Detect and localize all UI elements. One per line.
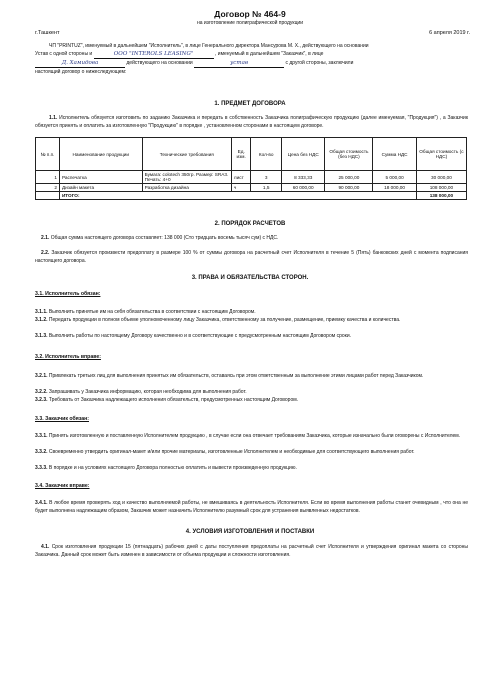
- contract-title: Договор № 464-9: [214, 9, 286, 19]
- subsection-3-3: 3.3. Заказчик обязан:: [35, 416, 89, 422]
- col-header: Ед. изм.: [231, 138, 251, 171]
- clause-4-1-num: 4.1.: [41, 544, 50, 550]
- clause-text: Своевременно утвердить оригинал-макет и/или прочие материалы, изготовленные Исполнителем и необходимые для соответствующего выполнения работ.: [48, 449, 415, 455]
- clause-num: 3.3.3.: [35, 465, 48, 471]
- clause-num: 3.2.2.: [35, 389, 48, 395]
- handwritten-person: Д. Хамидова: [35, 59, 125, 68]
- clause-num: 3.2.1.: [35, 373, 48, 379]
- clause-3-4-1: [35, 499, 468, 515]
- table-cell: [36, 192, 60, 200]
- clause-4-1-text: Срок изготовления продукции 15 (пятнадцать) рабочих дней с даты поступления предоплаты на расчетный счет Исполнителя и утверждения оригинал макета со стороны Заказчика. Данный срок может быть изменен в зависимости от объема продукции и сложности изготовления.: [35, 544, 468, 558]
- clause-3-3-3: [35, 464, 468, 472]
- clause-3-1-3: [35, 332, 468, 340]
- table-cell: 1: [36, 171, 60, 184]
- clause-text: Передать продукции в полном объеме уполномоченному лицу Заказчика, ответственному за получение, размещение, приемку качества и количества.: [48, 317, 401, 323]
- handwritten-basis: устав: [194, 59, 284, 68]
- clause-text: Требовать от Заказчика надлежащего исполнения обязательств, предусмотренных настоящим Договором.: [48, 397, 299, 403]
- table-row: [36, 184, 467, 192]
- intro-line-2b: , именуемый в дальнейшем "Заказчик", в лице: [215, 51, 324, 57]
- intro-line-2a: Устав с одной стороны и: [35, 51, 93, 57]
- clause-1-1-num: 1.1.: [49, 115, 58, 121]
- col-header: Технические требования: [142, 138, 231, 171]
- intro-line-2: [35, 50, 468, 59]
- table-cell: Бумага: colotech 350гр. Размер: SRA3. Печать: 4+0: [142, 171, 231, 184]
- clause-text: Принять изготовленную и поставленную Исполнителем продукцию , в случае если она отвечает требованиям Заказчика, которые изначально были оговорены с Исполнителем.: [48, 433, 461, 439]
- table-cell: лист: [231, 171, 251, 184]
- clause-2-1-num: 2.1.: [41, 235, 50, 241]
- subsection-3-1: 3.1. Исполнитель обязан:: [35, 291, 101, 297]
- table-cell: 108 000,00: [416, 184, 466, 192]
- table-cell: Разработка дизайна: [142, 184, 231, 192]
- col-header: Сумма НДС: [373, 138, 417, 171]
- table-cell: 18 000,00: [373, 184, 417, 192]
- table-cell: 5 000,00: [373, 171, 417, 184]
- section-1-heading: 1. ПРЕДМЕТ ДОГОВОРА: [214, 101, 286, 107]
- clause-2-2: [35, 249, 468, 265]
- intro-paragraph: [35, 42, 468, 76]
- clause-text: Запрашивать у Заказчика информацию, которая необходима для выполнения работ.: [48, 389, 247, 395]
- table-header-row: [36, 138, 467, 171]
- clause-text: Привлекать третьих лиц для выполнения принятых им обязательств, оставаясь при этом ответственным за выполнение этими лицами работ перед Заказчиком.: [48, 373, 424, 379]
- products-table: [35, 137, 467, 200]
- table-cell: 1,5: [251, 184, 281, 192]
- table-row: [36, 171, 467, 184]
- clause-num: 3.1.1.: [35, 309, 48, 315]
- table-cell: 60 000,00: [281, 184, 325, 192]
- clause-text: В любое время проверять ход и качество выполняемой работы, не вмешиваясь в деятельность Исполнителя. Если во время выполнения работы станет очевидным , что она не будет выполнена надлежащим образом, Заказчик может назначить Исполнителю разумный срок для устранения выявленных недостатков.: [35, 500, 468, 514]
- clause-num: 3.3.2.: [35, 449, 48, 455]
- city: г.Ташкент: [35, 30, 60, 36]
- clause-3-1-2: [35, 316, 468, 324]
- clause-1-1: [35, 114, 468, 130]
- subsection-3-4: 3.4. Заказчик вправе:: [35, 483, 90, 489]
- table-cell: ч: [231, 184, 251, 192]
- table-cell: 3: [251, 171, 281, 184]
- clause-2-2-text: Заказчик обязуется произвести предоплату в размере 100 % от суммы договора на расчетный счет Исполнителя в течение 5 (Пять) банковских дней с момента подписания настоящего договора.: [35, 250, 469, 264]
- clause-num: 3.4.1.: [35, 500, 48, 506]
- clause-text: Выполнить принятые им на себя обязательства в соответствии с настоящим Договором.: [48, 309, 256, 315]
- intro-line-4: настоящий договор о нижеследующем:: [35, 69, 127, 75]
- col-header: Кол-во: [251, 138, 281, 171]
- subsection-3-2: 3.2. Исполнитель вправе:: [35, 354, 101, 360]
- clause-text: Выполнить работы по настоящему Договору качественно и в соответствующие с предусмотренным настоящим Договором сроки.: [48, 333, 351, 339]
- clause-num: 3.2.3.: [35, 397, 48, 403]
- clause-3-2-2: [35, 388, 468, 396]
- clause-3-1-1: [35, 308, 468, 316]
- table-cell: Дизайн макета: [59, 184, 142, 192]
- col-header: Цена без НДС: [281, 138, 325, 171]
- clause-num: 3.1.3.: [35, 333, 48, 339]
- clause-2-1-text: Общая сумма настоящего договора составляет: 138 000 (Сто тридцать восемь тысяч сум) с НДС.: [50, 235, 279, 241]
- intro-line-3: [35, 59, 468, 68]
- section-2-heading: 2. ПОРЯДОК РАСЧЕТОВ: [214, 221, 286, 227]
- table-cell: 2: [36, 184, 60, 192]
- clause-2-1: [35, 234, 468, 242]
- intro-line-3b: с другой стороны, заключили: [285, 60, 354, 66]
- clause-4-1: [35, 543, 468, 559]
- clause-3-3-2: [35, 448, 468, 456]
- intro-line-3a: действующего на основании: [126, 60, 193, 66]
- table-cell: 90 000,00: [325, 184, 373, 192]
- col-header: № п.п.: [36, 138, 60, 171]
- clause-2-2-num: 2.2.: [41, 250, 50, 256]
- contract-date: 6 апреля 2019 г.: [429, 30, 470, 36]
- total-label: ИТОГО:: [59, 192, 416, 200]
- intro-line-1: ЧП "PRINTUZ", именуемый в дальнейшем "Исполнитель", в лице Генерального директора Мансурова М. Х., действующего на основании: [49, 43, 369, 49]
- section-4-heading: 4. УСЛОВИЯ ИЗГОТОВЛЕНИЯ И ПОСТАВКИ: [185, 529, 315, 535]
- col-header: Общая стоимость (с НДС): [416, 138, 466, 171]
- table-cell: 30 000,00: [416, 171, 466, 184]
- clause-num: 3.3.1.: [35, 433, 48, 439]
- table-total-row: [36, 192, 467, 200]
- clause-3-2-3: [35, 396, 468, 404]
- clause-1-1-text: Исполнитель обязуется изготовить по заданию Заказчика и передать в собственность Заказчика полиграфическую продукцию (далее именуемая, "Продукция") , а Заказчик обязуется принять и оплатить за изготовленную "Продукцию" в порядке , установленном сторонами в настоящем договоре.: [35, 115, 469, 129]
- table-cell: Распечатка: [59, 171, 142, 184]
- col-header: Общая стоимость (без НДС): [325, 138, 373, 171]
- total-value: 138 000,00: [416, 192, 466, 200]
- table-cell: 8 333,33: [281, 171, 325, 184]
- table-cell: 25 000,00: [325, 171, 373, 184]
- contract-subtitle: на изготовление полиграфической продукции: [196, 20, 304, 26]
- clause-3-2-1: [35, 372, 468, 380]
- clause-text: В порядке и на условиях настоящего Договора полностью оплатить и вывести произведенную продукцию.: [48, 465, 297, 471]
- section-3-heading: 3. ПРАВА И ОБЯЗАТЕЛЬСТВА СТОРОН.: [191, 275, 309, 281]
- clause-3-3-1: [35, 432, 468, 440]
- handwritten-company: OOO "INTEROLS LEASING": [94, 50, 214, 59]
- clause-num: 3.1.2.: [35, 317, 48, 323]
- col-header: Наименование продукции: [59, 138, 142, 171]
